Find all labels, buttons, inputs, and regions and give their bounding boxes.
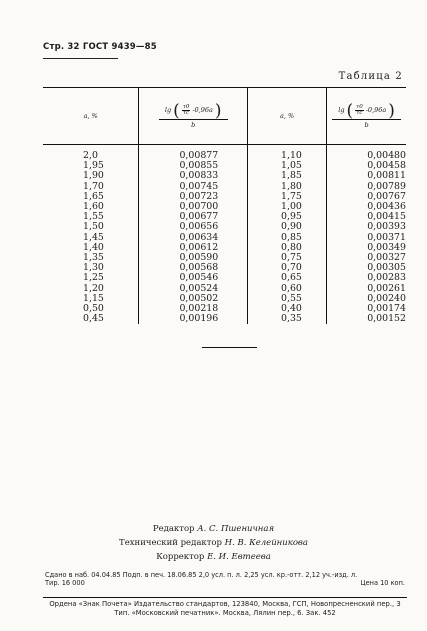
- cell-a-left: 1,20: [83, 282, 104, 294]
- cell-value-left: 0,00656: [139, 222, 248, 232]
- cell-a-right: 0,90: [248, 222, 327, 232]
- cell-value-right: 0,00327: [327, 253, 406, 263]
- cell-a-right: 0,75: [248, 253, 327, 263]
- cell-a-left: 0,50: [83, 303, 104, 315]
- cell-a-left: 1,95: [83, 160, 104, 172]
- cell-value-left: 0,00590: [139, 253, 248, 263]
- cell-a-left: 0,45: [83, 313, 104, 325]
- cell-value-right: 0,00240: [327, 294, 406, 304]
- cell-value-left: 0,00524: [139, 284, 248, 294]
- cell-a-right: 0,60: [248, 284, 327, 294]
- minus-term: -0,96a: [192, 106, 213, 115]
- cell-a-right: 1,75: [248, 192, 327, 202]
- formula-left: [159, 100, 228, 129]
- tech-role: Технический редактор: [119, 538, 222, 548]
- cell-a-right: 0,40: [248, 304, 327, 314]
- header-rule: [43, 58, 118, 59]
- tech-name: Н. В. Келейникова: [224, 538, 308, 548]
- col-formula-header-left: [139, 88, 248, 145]
- credits: [0, 522, 427, 564]
- col-a-header-right: a, %: [248, 88, 327, 145]
- tau-den: τc: [183, 110, 190, 116]
- tau-num: τ0: [182, 103, 190, 110]
- cell-a-right: 1,00: [248, 202, 327, 212]
- editor-name: А. С. Пшеничная: [197, 524, 275, 534]
- col-a-header-left: a, %: [43, 88, 139, 145]
- cell-a-left: 1,40: [83, 241, 104, 253]
- cell-value-left: 0,00677: [139, 212, 248, 222]
- close-paren-icon: ): [388, 100, 395, 121]
- formula-right: [332, 100, 401, 129]
- lg-label: lg: [164, 106, 172, 115]
- end-rule: [202, 347, 257, 348]
- cell-a-left: 2,0: [83, 150, 98, 161]
- open-paren-icon: (: [173, 100, 180, 121]
- divisor: b: [332, 119, 401, 129]
- table-caption: Таблица 2: [338, 71, 403, 82]
- cell-a-right: 0,95: [248, 212, 327, 222]
- cell-value-left: 0,00634: [139, 233, 248, 243]
- lg-label: lg: [338, 106, 345, 115]
- table-body: [43, 145, 406, 325]
- cell-value-right: 0,00261: [327, 284, 406, 294]
- cell-a-left: 1,90: [83, 170, 104, 182]
- imprint-line1: Сдано в наб. 04.04.85 Подп. в печ. 18.06.85 2,0 усл. п. л. 2,25 усл. кр.-отт. 2,12 уч.-изд. л.: [45, 571, 358, 579]
- cell-a-right: 0,80: [248, 243, 327, 253]
- col-formula-header-right: [327, 88, 406, 145]
- cell-a-left: 1,50: [83, 221, 104, 233]
- cell-a-left: 1,55: [83, 211, 104, 223]
- cell-value-right: 0,00305: [327, 263, 406, 273]
- cell-a-right: 1,80: [248, 182, 327, 192]
- cell-value-left: 0,00218: [139, 304, 248, 314]
- divisor: b: [159, 119, 228, 129]
- cell-value-left: 0,00833: [139, 171, 248, 181]
- cell-value-left: 0,00877: [139, 145, 248, 162]
- cell-a-right: 0,70: [248, 263, 327, 273]
- cell-value-right: 0,00436: [327, 202, 406, 212]
- credit-tech-editor: [0, 536, 427, 550]
- cell-value-left: 0,00568: [139, 263, 248, 273]
- cell-value-left: 0,00855: [139, 161, 248, 171]
- cell-a-right: 1,05: [248, 161, 327, 171]
- imprint-price: Цена 10 коп.: [360, 579, 405, 588]
- cell-value-right: 0,00415: [327, 212, 406, 222]
- cell-value-left: 0,00745: [139, 182, 248, 192]
- corrector-name: Е. И. Евтеева: [207, 552, 271, 562]
- imprint-circulation: Тир. 16 000: [45, 579, 85, 588]
- cell-a-right: 0,35: [248, 314, 327, 324]
- cell-value-right: 0,00458: [327, 161, 406, 171]
- cell-a-right: 0,85: [248, 233, 327, 243]
- cell-value-left: 0,00612: [139, 243, 248, 253]
- cell-value-right: 0,00349: [327, 243, 406, 253]
- cell-value-right: 0,00152: [327, 314, 406, 324]
- cell-a-left: 1,15: [83, 292, 104, 304]
- page-header: Стр. 32 ГОСТ 9439—85: [43, 42, 157, 52]
- cell-a-right: 1,10: [248, 145, 327, 162]
- imprint: [45, 571, 405, 588]
- cell-value-right: 0,00811: [327, 171, 406, 181]
- cell-value-right: 0,00789: [327, 182, 406, 192]
- cell-value-left: 0,00196: [139, 314, 248, 324]
- cell-value-right: 0,00767: [327, 192, 406, 202]
- editor-role: Редактор: [152, 524, 195, 534]
- table-row: [43, 145, 406, 162]
- cell-value-left: 0,00502: [139, 294, 248, 304]
- cell-value-right: 0,00480: [327, 145, 406, 162]
- cell-a-right: 0,55: [248, 294, 327, 304]
- cell-a-left: 1,60: [83, 201, 104, 213]
- cell-value-right: 0,00283: [327, 273, 406, 283]
- data-table: [43, 87, 406, 324]
- table-row: [43, 314, 406, 324]
- minus-term: -0,96a: [365, 106, 387, 115]
- cell-a-left: 1,35: [83, 252, 104, 264]
- credit-corrector: [0, 550, 427, 564]
- tau-num: τ0: [356, 103, 363, 110]
- printer-line2: Тип. «Московский печатник». Москва, Лялин пер., 6. Зак. 452: [114, 608, 336, 617]
- cell-a-left: 1,70: [83, 180, 104, 192]
- cell-a-right: 1,85: [248, 171, 327, 181]
- corrector-role: Корректор: [156, 552, 205, 562]
- open-paren-icon: (: [346, 100, 354, 121]
- cell-value-left: 0,00723: [139, 192, 248, 202]
- cell-a-left: 1,65: [83, 190, 104, 202]
- cell-value-right: 0,00393: [327, 222, 406, 232]
- printer-line1: Ордена «Знак Почета» Издательство стандартов, 123840, Москва, ГСП, Новопресненский пер., 3: [49, 600, 401, 608]
- cell-a-left: 1,25: [83, 272, 104, 284]
- cell-value-left: 0,00546: [139, 273, 248, 283]
- printer-rule: [43, 597, 407, 598]
- cell-value-right: 0,00174: [327, 304, 406, 314]
- credit-editor: [0, 522, 427, 536]
- table-header-row: [43, 88, 406, 145]
- cell-a-left: 1,45: [83, 231, 104, 243]
- cell-a-left: 1,30: [83, 262, 104, 274]
- close-paren-icon: ): [214, 100, 222, 121]
- printer-info: [45, 600, 405, 617]
- cell-value-right: 0,00371: [327, 233, 406, 243]
- tau-den: τc: [356, 110, 363, 116]
- cell-value-left: 0,00700: [139, 202, 248, 212]
- cell-a-right: 0,65: [248, 273, 327, 283]
